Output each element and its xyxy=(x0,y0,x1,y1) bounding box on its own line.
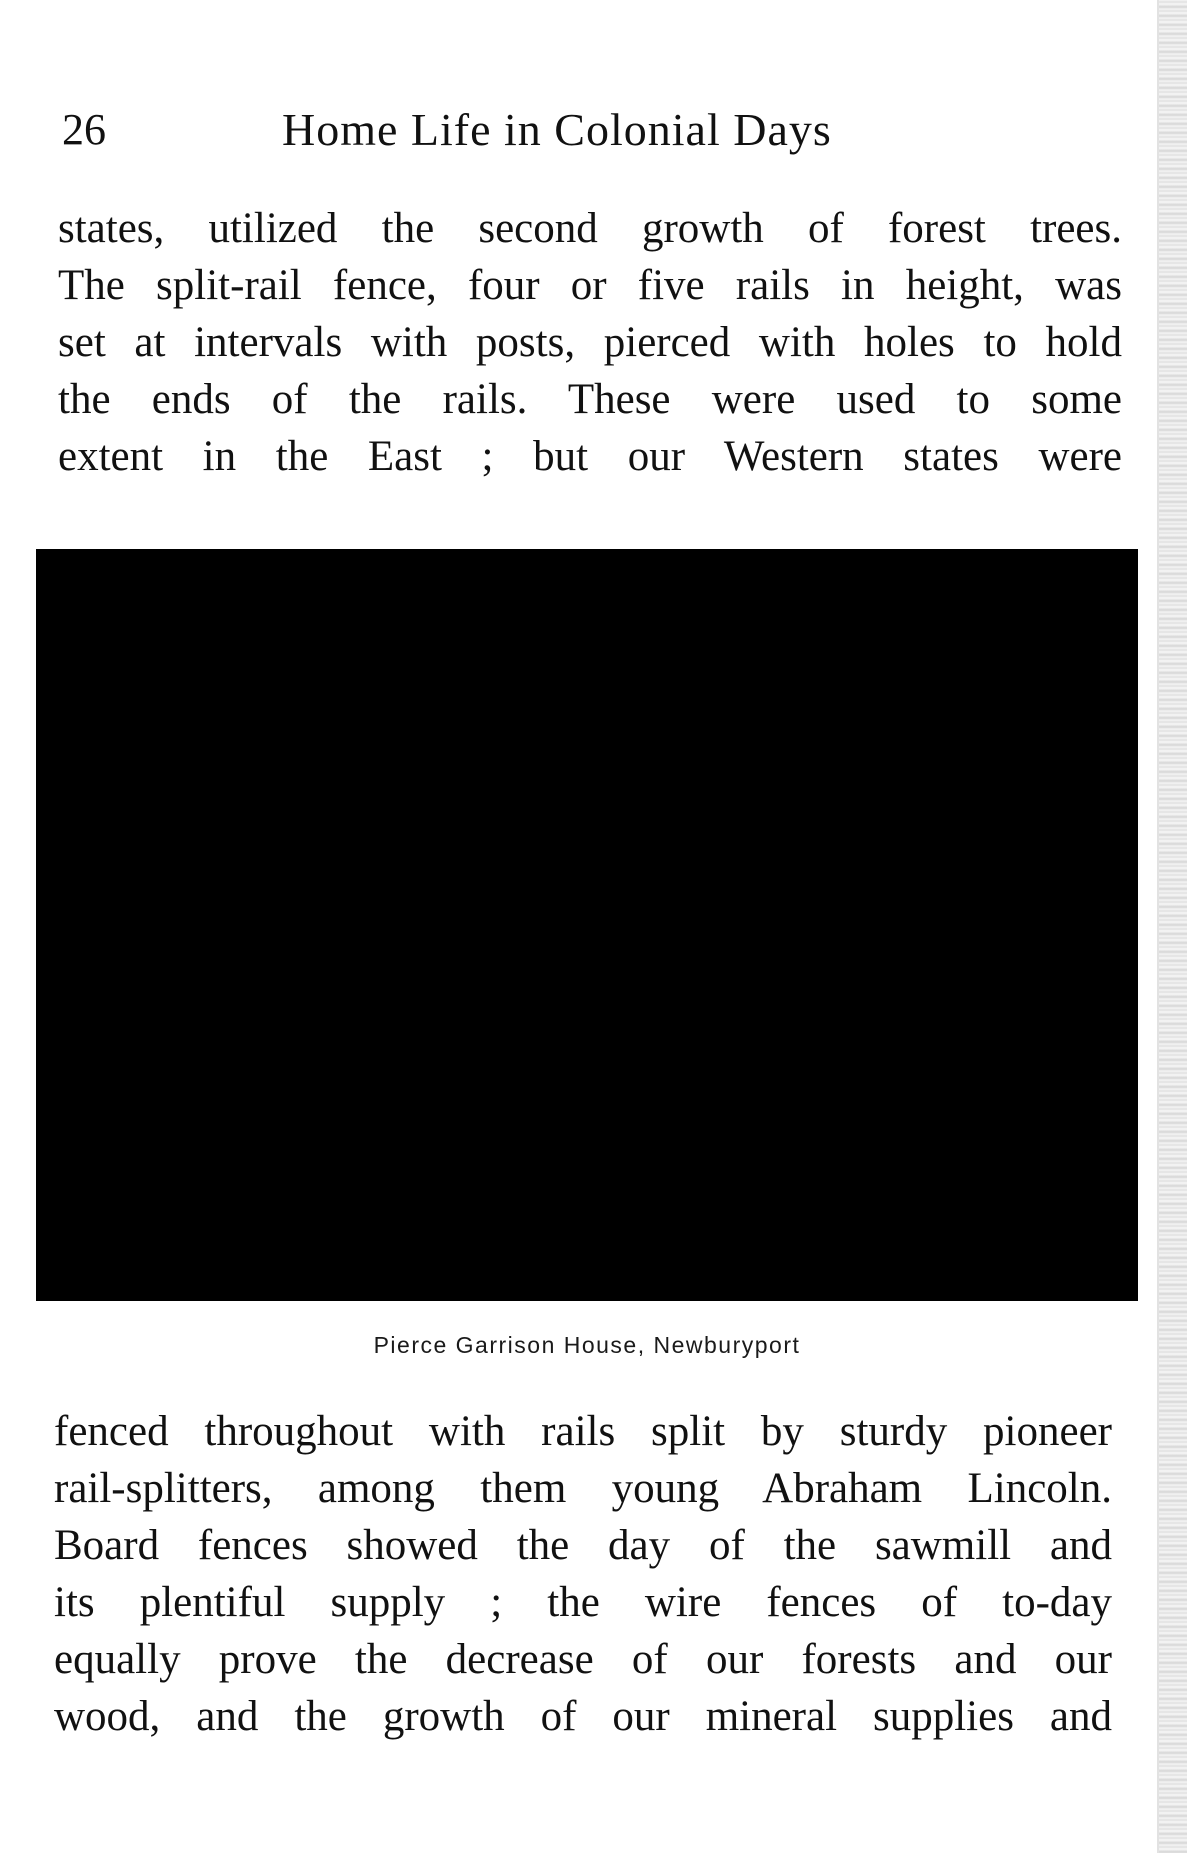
text-line: states, utilized the second growth of forest trees. xyxy=(58,205,1122,252)
text-line: equally prove the decrease of our forests and our xyxy=(54,1636,1112,1683)
plate-caption: Pierce Garrison House, Newburyport xyxy=(373,1332,801,1358)
text-line: Board fences showed the day of the sawmill and xyxy=(54,1522,1112,1569)
text-line: wood, and the growth of our mineral supplies and xyxy=(54,1693,1112,1740)
body-text-bottom xyxy=(54,1403,1112,1745)
illustration-plate xyxy=(36,549,1138,1301)
text-line: its plentiful supply ; the wire fences of to-day xyxy=(54,1579,1112,1626)
body-text-top xyxy=(58,200,1122,485)
text-line: rail-splitters, among them young Abraham Lincoln. xyxy=(54,1465,1112,1512)
page-number: 26 xyxy=(62,105,106,154)
text-line: fenced throughout with rails split by sturdy pioneer xyxy=(54,1408,1112,1455)
page-header xyxy=(62,100,922,160)
running-title: Home Life in Colonial Days xyxy=(282,104,832,155)
book-binding-edge xyxy=(1159,0,1187,1853)
text-line: the ends of the rails. These were used to some xyxy=(58,376,1122,423)
text-line: extent in the East ; but our Western states were xyxy=(58,433,1122,480)
text-line: The split-rail fence, four or five rails in height, was xyxy=(58,262,1122,309)
text-line: set at intervals with posts, pierced with holes to hold xyxy=(58,319,1122,366)
